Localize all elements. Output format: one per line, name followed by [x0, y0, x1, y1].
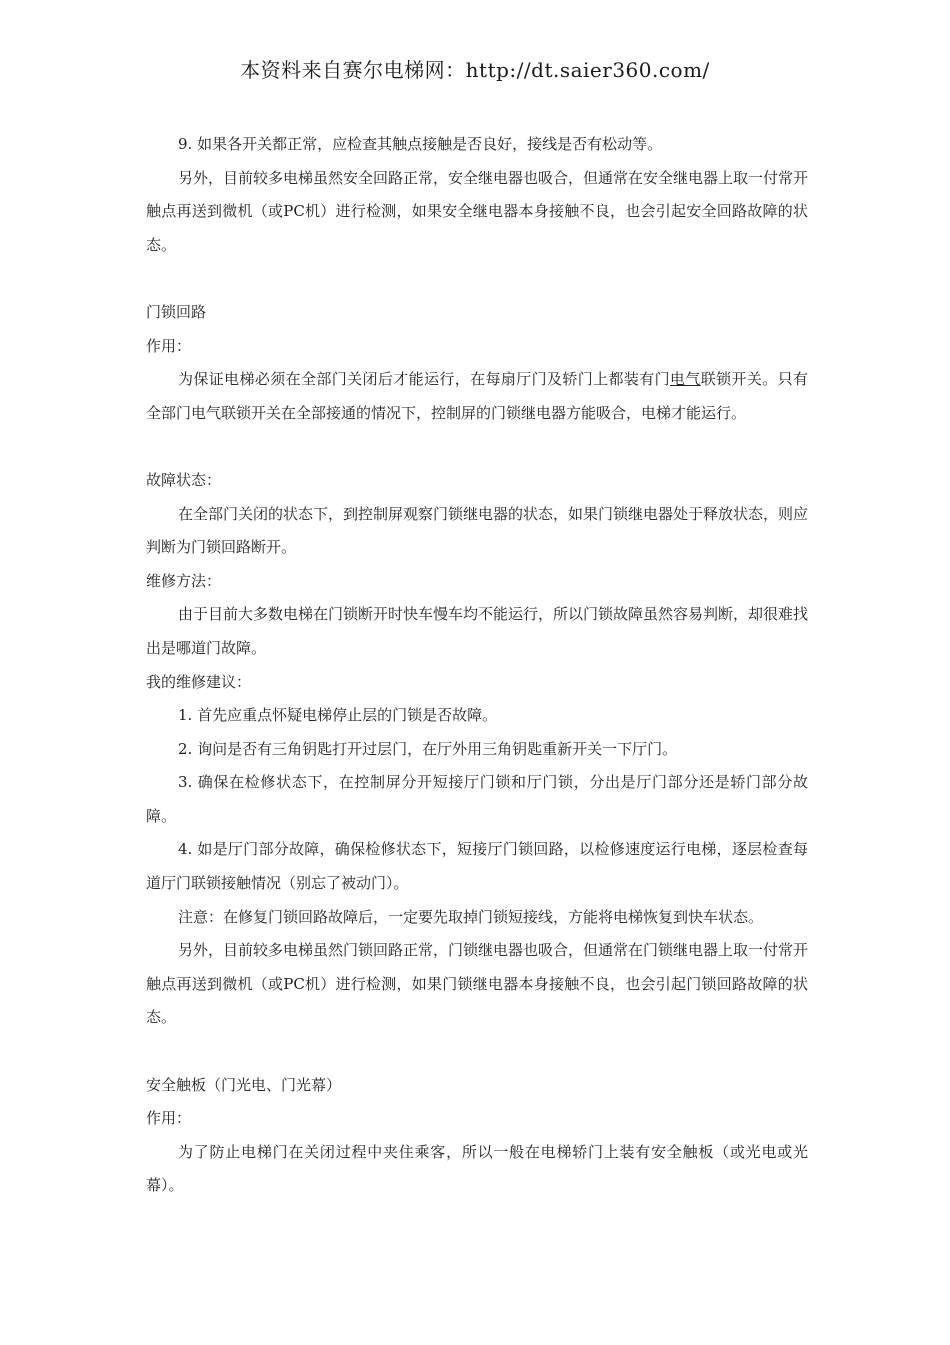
door-lock-fault-text: 在全部门关闭的状态下，到控制屏观察门锁继电器的状态，如果门锁继电器处于释放状态，则应判断为门锁回路断开。 — [146, 504, 809, 557]
safety-relay-note: 另外，目前较多电梯虽然安全回路正常，安全继电器也吸合，但通常在安全继电器上取一付常开触点再送到微机（或PC机）进行检测，如果安全继电器本身接触不良，也会引起安全回路故障的状态。 — [146, 168, 809, 254]
safety-step-9: 9. 如果各开关都正常，应检查其触点接触是否良好，接线是否有松动等。 — [178, 135, 663, 153]
door-lock-function-part-a: 为保证电梯必须在全部门关闭后才能运行，在每扇厅门及轿门上都装有门 — [178, 370, 670, 389]
door-lock-fault-label: 故障状态： — [146, 470, 222, 489]
safety-edge-function-text: 为了防止电梯门在关闭过程中夹住乘客，所以一般在电梯轿门上装有安全触板（或光电或光幕）。 — [146, 1142, 808, 1195]
door-lock-repair-label: 维修方法： — [146, 571, 222, 590]
door-lock-advice-label: 我的维修建议： — [146, 672, 252, 691]
door-lock-function-text — [146, 363, 808, 430]
spacer — [146, 430, 808, 464]
page-header-source: 本资料来自赛尔电梯网：http://dt.saier360.com/ — [240, 58, 710, 82]
spacer — [146, 262, 808, 296]
safety-edge-title: 安全触板（门光电、门光幕） — [146, 1075, 342, 1094]
door-lock-function-label: 作用： — [146, 336, 192, 355]
door-lock-function-part-b: 联锁开关。只有全部门电气联锁开关在全部接通的情况下，控制屏的门锁继电器方能吸合，电梯才能运行。 — [146, 370, 808, 422]
document-body — [146, 128, 808, 1203]
safety-edge-function-label: 作用： — [146, 1109, 192, 1128]
door-lock-title: 门锁回路 — [146, 302, 207, 321]
door-lock-relay-note: 另外，目前较多电梯虽然门锁回路正常，门锁继电器也吸合，但通常在门锁继电器上取一付常开触点再送到微机（或PC机）进行检测，如果门锁继电器本身接触不良，也会引起门锁回路故障的状态。 — [146, 941, 809, 1027]
advice-item-4: 4. 如是厅门部分故障，确保检修状态下，短接厅门锁回路，以检修速度运行电梯，逐层检查每道厅门联锁接触情况（别忘了被动门）。 — [146, 840, 808, 893]
door-lock-repair-text: 由于目前大多数电梯在门锁断开时快车慢车均不能运行，所以门锁故障虽然容易判断，却很难找出是哪道门故障。 — [146, 605, 809, 657]
advice-item-1: 1. 首先应重点怀疑电梯停止层的门锁是否故障。 — [178, 706, 498, 725]
underlined-term: 电气 — [669, 370, 701, 389]
advice-item-2: 2. 询问是否有三角钥匙打开过层门，在厅外用三角钥匙重新开关一下厅门。 — [178, 739, 678, 758]
door-lock-caution: 注意：在修复门锁回路故障后，一定要先取掉门锁短接线，方能将电梯恢复到快车状态。 — [178, 907, 764, 926]
spacer — [146, 1035, 808, 1069]
advice-item-3: 3. 确保在检修状态下，在控制屏分开短接厅门锁和厅门锁，分出是厅门部分还是轿门部分故障。 — [146, 773, 808, 825]
